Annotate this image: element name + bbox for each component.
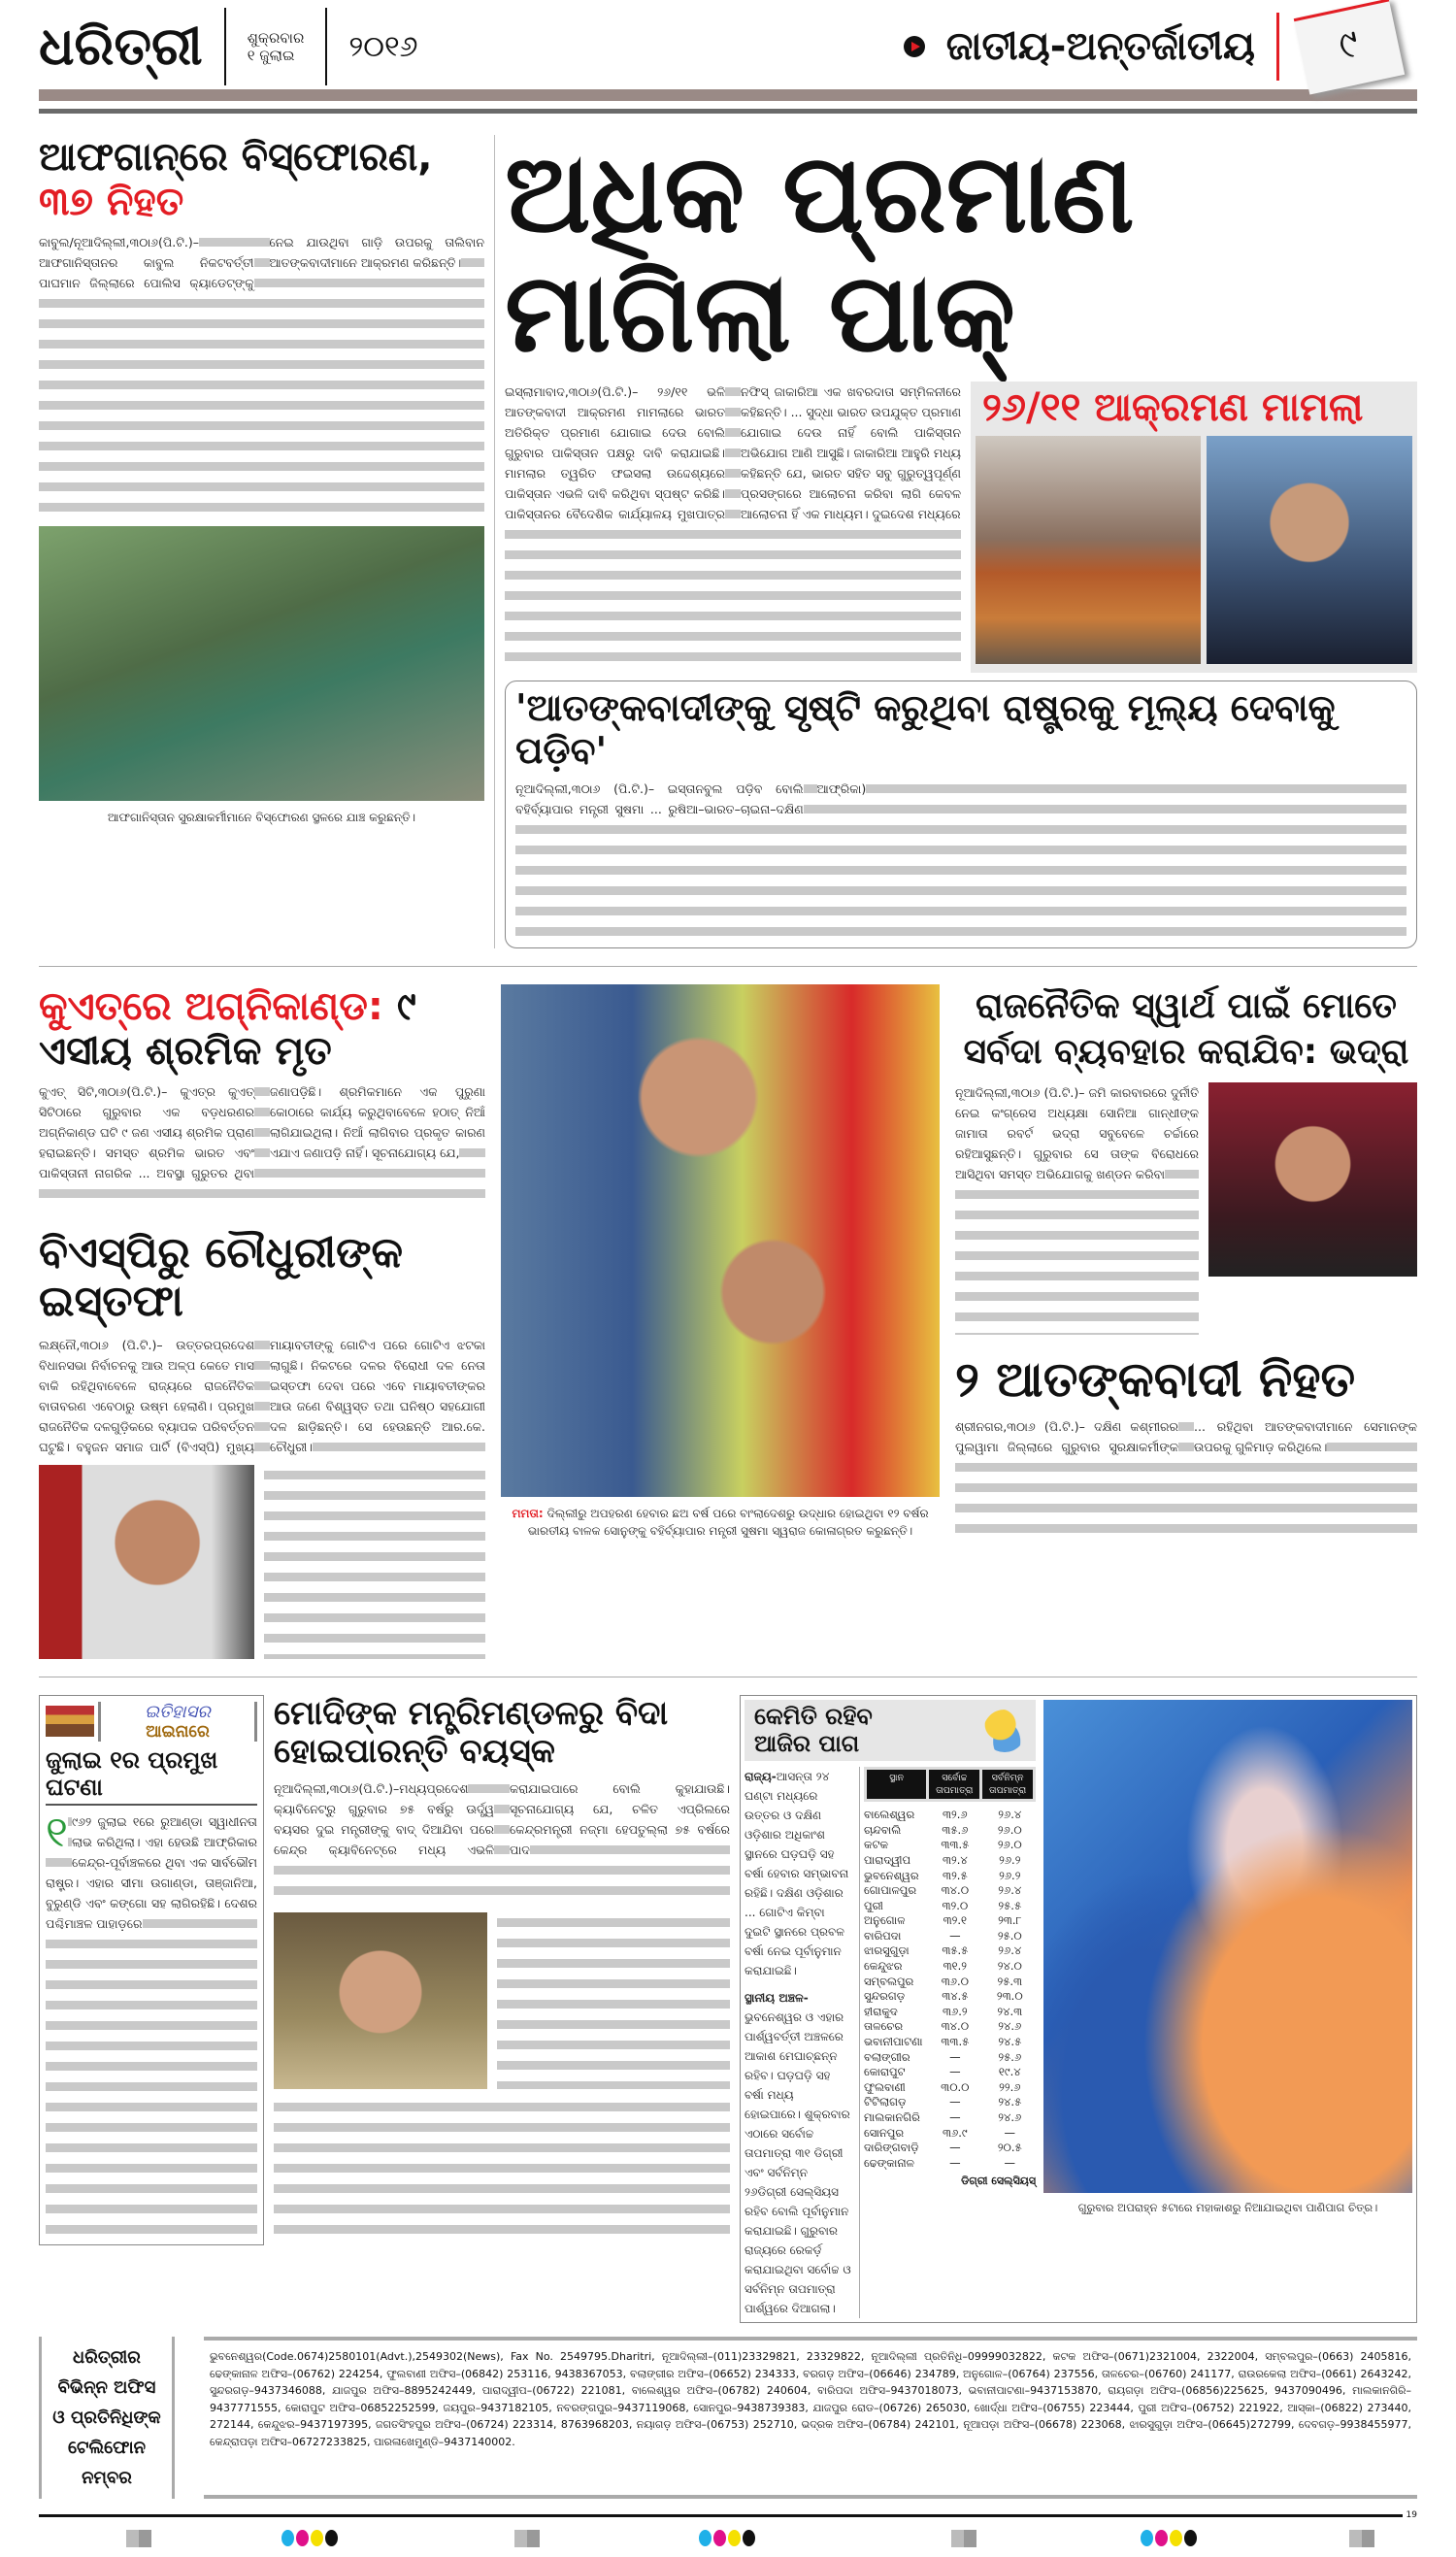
cmyk-registration-dot (743, 2530, 755, 2546)
modi-article-continued (274, 2097, 730, 2242)
weather-row (864, 2005, 1036, 2020)
afghan-headline: ଆଫଗାନ୍‌ରେ ବିସ୍ଫୋରଣ, ୩୭ ନିହତ (39, 135, 433, 224)
city-name: ଗୋପାଳପୁର (864, 1883, 917, 1898)
history-headline: ଜୁଲାଇ ୧ର ପ୍ରମୁଖ ଘଟଣା (46, 1747, 257, 1806)
city-name: ଝାରସୁଗୁଡ଼ା (864, 1943, 910, 1958)
cmyk-registration-dot (1184, 2530, 1197, 2546)
sushma-photo-caption: ମମତା: ଦିଲ୍ଲୀରୁ ଅପହରଣ ହେବାର ଛଅ ବର୍ଷ ପରେ ବାଂଲାଦେଶରୁ ଉଦ୍ଧାର ହୋଇଥିବା ୧୨ ବର୍ଷର ଭାରତୀୟ ବାଳକ ସୋନୁଙ୍କୁ ବହିର୍ବ୍ୟାପାର ମନ୍ତ୍ରୀ ସୁଷମା ସ୍ୱରାଜ କୋଳାଗ୍ରତ କରୁଛନ୍ତି। (512, 1506, 929, 1538)
bottom-section (39, 1695, 1417, 2323)
max-temp: — (949, 2110, 961, 2124)
issue-date: ୧ ଜୁଲାଇ (247, 47, 295, 64)
modi-article-continued (497, 1912, 730, 2089)
weather-left (745, 1700, 1036, 2318)
kashmir-article: ଶ୍ରୀନଗର,୩୦ା୬ (ପି.ଟି.)– ଦକ୍ଷିଣ କଶ୍ମୀରର ପୁଲୱାମା ଜିଲ୍ଲାରେ ଗୁରୁବାର ସୁରକ୍ଷାକର୍ମୀଙ୍କ ... ରହିଥିବା ଆତଙ୍କବାଦୀମାନେ ସେମାନଙ୍କ ଉପରକୁ ଗୁଳିମାଡ଼ କରିଥିଲେ। (955, 1416, 1417, 1538)
satellite-weather-map (1043, 1700, 1412, 2193)
weather-table-body (864, 1808, 1036, 2171)
city-name: କୋରାପୁଟ (864, 2065, 906, 2079)
kuwait-article: କୁଏତ୍ ସିଟି,୩୦ା୬(ପି.ଟି.)– କୁଏତ୍‌ର କୁଏତ୍ ସିଟିଠାରେ ଗୁରୁବାର ଏକ ବଡ଼ଧରଣର ଅଗ୍ନିକାଣ୍ଡ ଘଟି ୯ ଜଣ ଏସୀୟ ଶ୍ରମିକ ପ୍ରାଣ ହରାଇଛନ୍ତି। ସମସ୍ତ ଶ୍ରମିକ ଭାରତ ଏବଂ ପାକିସ୍ତାନୀ ନାଗରିକ ... ଅବସ୍ଥା ଗୁରୁତର ଥିବା ଜଣାପଡ଼ିଛି। ଶ୍ରମିକମାନେ ଏକ ପୁରୁଣା କୋଠାରେ କାର୍ଯ୍ୟ କରୁଥିବାବେଳେ ହଠାତ୍ ନିଆଁ ଲାଗିଯାଇଥିଲା। ନିଆଁ ଲାଗିବାର ପ୍ରକୃତ କାରଣ ଏଯାଏ ଜଣାପଡ଼ି ନାହିଁ। ସୂଚନାଯୋଗ୍ୟ ଯେ, (39, 1081, 485, 1208)
pak-article: ଇସ୍‌ଲାମାବାଦ,୩୦ା୬(ପି.ଟି.)– ୨୬/୧୧ ଭଳି ଆତଙ୍କବାଦୀ ଆକ୍ରମଣ ମାମଲାରେ ଭାରତ ଅତିରିକ୍ତ ପ୍ରମାଣ ଯୋଗାଇ ଦେଉ ବୋଲି ଗୁରୁବାର ପାକିସ୍ତାନ ପକ୍ଷରୁ ଦାବି କରାଯାଇଛି। ମାମଲାର ତ୍ୱରିତ ଫଇସଲା ଉଦ୍ଦେଶ୍ୟରେ ପାକିସ୍ତାନ ଏଭଳି ଦାବି କରିଥିବା ସ୍ପଷ୍ଟ କରିଛି। ପାକିସ୍ତାନର ବୈଦେଶିକ କାର୍ଯ୍ୟାଳୟ ମୁଖପାତ୍ର ନଫିସ୍ ଜାକାରିଆ ଏକ ଖବରଦାତା ସମ୍ମିଳନୀରେ କହିଛନ୍ତି। ... ସୁଦ୍ଧା ଭାରତ ଉପଯୁକ୍ତ ପ୍ରମାଣ ଯୋଗାଇ ଦେଉ ନାହିଁ ବୋଲି ପାକିସ୍ତାନ ଅଭିଯୋଗ ଆଣି ଆସୁଛି। ଜାକାରିଆ ଆହୁରି ମଧ୍ୟ କହିଛନ୍ତି ଯେ, ଭାରତ ସହିତ ସବୁ ଗୁରୁତ୍ୱପୂର୍ଣ୍ଣ ପ୍ରସଙ୍ଗରେ ଆଲୋଚନା କରିବା ଲାଗି କେବଳ ଆଲୋଚନା ହିଁ ଏକ ମାଧ୍ୟମ। ଦୁଇଦେଶ ମଧ୍ୟରେ (505, 382, 961, 673)
max-temp: ୩୬.୯ (943, 2125, 968, 2140)
page-bottom (39, 2510, 1417, 2520)
city-name: ସୁନ୍ଦରଗଡ଼ (864, 1989, 906, 2004)
weather-row (864, 1853, 1036, 1869)
cmyk-registration-dot (296, 2530, 309, 2546)
max-temp: ୩୨.୫ (943, 1868, 968, 1882)
weather-row (864, 2035, 1036, 2050)
city-name: ହୀରାକୁଦ (864, 2004, 898, 2018)
city-name: ସମ୍ବଲପୁର (864, 1974, 914, 1988)
page-number-badge (1294, 0, 1405, 95)
modi-photo-row (274, 1912, 730, 2089)
pak-headline: ଅଧିକ ପ୍ରମାଣ ମାଗିଲା ପାକ୍ (505, 131, 1135, 378)
weather-row (864, 1989, 1036, 2005)
max-temp: ୩୬.୨ (943, 2004, 968, 2018)
afghan-article: କାବୁଲ/ନୂଆଦିଲ୍ଲୀ,୩୦ା୬(ପି.ଟି.)–ଆଫଗାନିସ୍ତାନର କାବୁଲ ନିକଟବର୍ତ୍ତୀ ପାଘମାନ ଜିଲ୍ଲାରେ ପୋଲିସ କ୍ୟାଡେଟ୍‌ଙ୍କୁ ନେଇ ଯାଉଥିବା ଗାଡ଼ି ଉପରକୁ ତାଲିବାନ ଆତଙ୍କବାଦୀମାନେ ଆକ୍ରମଣ କରିଛନ୍ତି। (39, 232, 484, 518)
pak-official-photo (1207, 436, 1412, 664)
city-name: ଫୁଲବାଣୀ (864, 2079, 906, 2094)
print-registration-marks (0, 2530, 1456, 2547)
max-temp: — (949, 2141, 961, 2155)
city-name: ଦାରିଙ୍ଗବାଡ଼ି (864, 2141, 919, 2155)
bsp-headline: ବିଏସ୍‌ପିରୁ ଚୌଧୁରୀଙ୍କ ଇସ୍ତଫା (39, 1227, 404, 1327)
modi-headline: ମୋଦିଙ୍କ ମନ୍ତ୍ରିମଣ୍ଡଳରୁ ବିଦା ହୋଇପାରନ୍ତି ବୟସ୍କ (274, 1693, 669, 1772)
cmyk-registration-dot (1141, 2530, 1153, 2546)
weather-row (864, 1838, 1036, 1853)
weather-table (859, 1767, 1036, 2318)
city-name: ବଲାଙ୍ଗୀର (864, 2049, 910, 2064)
max-temp: — (949, 2065, 961, 2079)
gray-registration-square (126, 2530, 151, 2547)
gray-registration-square (1349, 2530, 1374, 2547)
min-temp: ୨୬.୨ (999, 1868, 1021, 1882)
pak-column (495, 131, 1417, 948)
weather-map-caption: ଗୁରୁବାର ଅପରାହ୍ନ ୫ଟାରେ ମହାକାଶରୁ ନିଆଯାଇଥିବା ପାଣିପାଗ ଚିତ୍ର। (1077, 2200, 1378, 2214)
min-temp: ୨୪.୬ (998, 2110, 1022, 2124)
newspaper-logo: ଧରିତ୍ରୀ (39, 15, 203, 77)
max-temp: ୩୨.୪ (942, 1852, 968, 1867)
city-name: ଭୁବନେଶ୍ୱର (864, 1868, 919, 1882)
masthead (39, 0, 1417, 85)
header-rule (39, 89, 1417, 101)
max-temp: ୩୨.୦ (942, 1898, 969, 1912)
books-icon (46, 1706, 94, 1737)
footer (39, 2337, 1417, 2499)
pak-body (505, 382, 1417, 673)
city-name: ଢେଙ୍କାନାଳ (864, 2155, 914, 2170)
min-temp: ୨୫.୫ (998, 1898, 1022, 1912)
cmyk-registration-dot (311, 2530, 323, 2546)
weather-row (864, 1943, 1036, 1959)
office-contacts: ଭୁବନେଶ୍ୱର(Code.0674)2580101(Advt.),2549302(News), Fax No. 2549795.Dharitri, ନୂଆଦିଲ୍ଲୀ–(011)23329821, 23329822, ନୂଆଦିଲ୍ଲୀ ପ୍ରତିନିଧି–09999032822, କଟକ ଅଫିସ–(0671)2321004, 2322004, ସମ୍ବଲପୁର–(0663) 2405816, ଢେଙ୍କାନାଳ ଅଫିସ–(06762) 224254, ଫୁଲବାଣୀ ଅଫିସ–(06842) 253116, 9438367053, ବଲାଙ୍ଗୀର ଅଫିସ–(06652) 234333, ବରଗଡ଼ ଅଫିସ–(06646) 234789, ଅନୁଗୋଳ–(06764) 237556, ତାଳଚେର–(06760) 241177, ରାଉରକେଲା ଅଫିସ–(0661) 2643242, ସୁନ୍ଦରଗଡ଼–9437346088, ଯାଜପୁର ଅଫିସ–8895242449, ପାରାଦ୍ୱୀପ–(06722) 221081, ବାଲେଶ୍ୱର ଅଫିସ–(06782) 240604, ବାରିପଦା ଅଫିସ–9437018073, ଭବାନୀପାଟଣା–9437153870, ରାୟଗଡ଼ା ଅଫିସ–(06856)225625, 9437090496, ମାଲକାନଗିରି–9437771555, କୋରାପୁଟ ଅଫିସ–06852252599, ଜୟପୁର–9437182105, ନବରଙ୍ଗପୁର–9437119068, ସୋନପୁର–9438739383, ଯାଜପୁର ରୋଡ–(06726) 265030, ଖୋର୍ଦ୍ଧା ଅଫିସ–(06755) 223444, ପୁରୀ ଅଫିସ–(06752) 221922, ଆସ୍କା–(06822) 273440, 272144, କେନ୍ଦୁଝର–9437197395, ଜଗତସିଂହପୁର ଅଫିସ–(06724) 223314, 8763968203, ନୟାଗଡ଼ ଅଫିସ–(06753) 252710, ଭଦ୍ରକ ଅଫିସ–(06784) 242101, ନୂଆପଡ଼ା ଅଫିସ–(06678) 223068, ଝାରସୁଗୁଡ଼ା ଅଫିସ–(06645)272799, ଦେବଗଡ଼–9938455977, କେନ୍ଦ୍ରାପଡ଼ା ଅଫିସ–06727233825, ପାରଳାଖେମୁଣ୍ଡି–9437140002. (210, 2350, 1411, 2448)
weather-column-header: ସର୍ବନିମ୍ନ ତାପମାତ୍ରା (982, 1770, 1033, 1799)
footer-title-box: ଧରିତ୍ରୀର ବିଭିନ୍ନ ଅଫିସ ଓ ପ୍ରତିନିଧିଙ୍କ ଟେଲିଫୋନ ନମ୍ବର (39, 2337, 175, 2499)
max-temp: ୩୧.୨ (943, 1959, 968, 1974)
issue-dateline (248, 29, 305, 64)
city-name: ପାରାଦ୍ୱୀପ (864, 1852, 911, 1867)
bhadra-headline: ରାଜନୈତିକ ସ୍ୱାର୍ଥ ପାଇଁ ମୋତେ ସର୍ବଦା ବ୍ୟବହାର କରାଯିବ: ଭଦ୍ରା (963, 985, 1409, 1072)
issue-day: ଶୁକ୍ରବାର (247, 29, 305, 47)
quote-article: ନୂଆଦିଲ୍ଲୀ,୩୦ା୬ (ପି.ଟି.)– ଇସ୍ତାନବୁଲ ପଡ଼ିବ ବୋଲି ବହିର୍ବ୍ୟାପାର ମନ୍ତ୍ରୀ ସୁଷମା ... ରୁଷିଆ–ଭାରତ–ଚାଇନା–ଦକ୍ଷିଣ ଆଫ୍ରିକା) (515, 779, 1406, 942)
weather-row (864, 2080, 1036, 2096)
weather-title-panel: କେମିତି ରହିବ ଆଜିର ପାଗ (745, 1700, 1036, 1761)
cmyk-registration-dot (1155, 2530, 1168, 2546)
narendra-modi-photo (274, 1912, 487, 2089)
section-rule (39, 966, 1417, 967)
min-temp: ୨୪.୦ (997, 1959, 1022, 1974)
header-rule (39, 109, 1417, 114)
weather-row (864, 2019, 1036, 2035)
min-temp: ୨୦.୫ (997, 2141, 1022, 2155)
city-name: ଟିଟିଲାଗଡ଼ (864, 2095, 907, 2109)
min-temp: ୨୬.୦ (997, 1822, 1022, 1837)
robert-vadra-photo (1208, 1082, 1417, 1277)
weather-map-column (1043, 1700, 1412, 2318)
max-temp: ୩୩.୫ (941, 1838, 970, 1852)
page-number: ୯ (1335, 20, 1364, 69)
page-bottom-rule (39, 2514, 1403, 2517)
min-temp: ୧୯.୪ (998, 2065, 1021, 2079)
weather-table-header (864, 1767, 1036, 1802)
min-temp: — (1004, 2155, 1016, 2170)
middle-section (39, 984, 1417, 1659)
weather-row (864, 1823, 1036, 1839)
pak-sub-headline: ୨୬/୧୧ ଆକ୍ରମଣ ମାମଲା (982, 385, 1364, 431)
weather-box (740, 1695, 1417, 2323)
weather-row (864, 2141, 1036, 2156)
min-temp: ୨୬.୪ (998, 1883, 1022, 1898)
footer-contacts-panel (204, 2337, 1417, 2499)
print-page-number: 19 (1406, 2510, 1417, 2521)
pak-photos (976, 436, 1412, 664)
bhadra-body (955, 1082, 1417, 1335)
max-temp: — (949, 2155, 961, 2170)
city-name: ପୁରୀ (864, 1898, 883, 1912)
modi-article: ନୂଆଦିଲ୍ଲୀ,୩୦ା୬(ପି.ଟି.)–ମଧ୍ୟପ୍ରଦେଶ କ୍ୟାବିନେଟ୍‌ରୁ ଗୁରୁବାର ୭୫ ବର୍ଷରୁ ଊର୍ଦ୍ଧ୍ୱ ବୟସର ଦୁଇ ମନ୍ତ୍ରୀଙ୍କୁ ବାଦ୍ ଦିଆଯିବା ପରେ କେନ୍ଦ୍ର କ୍ୟାବିନେଟ୍‌ରେ ମଧ୍ୟ ଏଭଳି କରାଯାଇପାରେ ବୋଲି କୁହାଯାଉଛି। ସୂଚନାଯୋଗ୍ୟ ଯେ, ଚଳିତ ଏପ୍ରିଲରେ କେନ୍ଦ୍ରମନ୍ତ୍ରୀ ନଜ୍‌ମା ହେପତୁଲ୍ଲା ୭୫ ବର୍ଷରେ ପାଦ (274, 1778, 730, 1905)
city-name: ଭବାନୀପାଟଣା (864, 2035, 923, 2049)
max-temp: — (949, 2049, 961, 2064)
min-temp: — (1004, 2125, 1016, 2140)
sushma-swaraj-photo (501, 984, 940, 1497)
sun-cloud-icon (983, 1710, 1026, 1752)
max-temp: — (949, 2095, 961, 2109)
issue-year: ୨୦୧୬ (348, 29, 418, 64)
afghan-photo-caption: ଆଫଗାନିସ୍ତାନ ସୁରକ୍ଷାକର୍ମୀମାନେ ବିସ୍ଫୋରଣ ସ୍ଥଳରେ ଯାଞ୍ଚ କରୁଛନ୍ତି। (107, 811, 416, 824)
max-temp: ୩୪.୦ (941, 2019, 970, 2034)
weather-row (864, 1975, 1036, 1990)
section-bullet-icon (904, 36, 925, 57)
weather-row (864, 1899, 1036, 1914)
section-title: ଜାତୀୟ-ଅନ୍ତର୍ଜାତୀୟ (945, 24, 1255, 69)
weather-row (864, 1929, 1036, 1944)
min-temp: ୨୫.୦ (997, 1928, 1022, 1943)
min-temp: ୨୪.୩ (997, 2004, 1023, 2018)
top-section (39, 131, 1417, 948)
weather-row (864, 1808, 1036, 1823)
weather-row (864, 2156, 1036, 2172)
city-name: କଟକ (864, 1838, 888, 1852)
city-name: ଅନୁଗୋଳ (864, 1913, 906, 1928)
min-temp: ୨୪.୫ (998, 2095, 1022, 2109)
history-box (39, 1695, 264, 2245)
divider (1276, 13, 1279, 81)
cmyk-registration-dot (713, 2530, 726, 2546)
gray-registration-square (951, 2530, 976, 2547)
gray-registration-square (514, 2530, 540, 2547)
max-temp: ୩୬.୦ (941, 1974, 969, 1988)
afghan-blast-photo (39, 526, 484, 801)
min-temp: ୨୪.୬ (998, 2019, 1022, 2034)
min-temp: ୨୪.୫ (998, 2035, 1022, 2049)
pak-2611-box (971, 382, 1417, 673)
weather-row (864, 2095, 1036, 2110)
city-name: ମାଲକାନଗିରି (864, 2110, 920, 2124)
max-temp: ୩୩.୫ (941, 2035, 970, 2049)
afghan-column (39, 135, 495, 948)
max-temp: ୩୫.୬ (942, 1822, 969, 1837)
weather-column-header: ସର୍ବୋଚ୍ଚ ତାପମାତ୍ରା (929, 1770, 979, 1799)
weather-row (864, 2065, 1036, 2080)
weather-row (864, 1913, 1036, 1929)
weather-row (864, 2126, 1036, 2142)
quote-box (505, 681, 1417, 947)
quote-headline: 'ଆତଙ୍କବାଦୀଙ୍କୁ ସୃଷ୍ଟି କରୁଥିବା ରାଷ୍ଟ୍ରକୁ ମୂଲ୍ୟ ଦେବାକୁ ପଡ଼ିବ' (515, 686, 1336, 773)
max-temp: ୩୦.୦ (941, 2079, 970, 2094)
history-title: ଇତିହାସର ଆଇନାରେ (98, 1702, 257, 1742)
chaudhary-photo (39, 1465, 254, 1659)
max-temp: ୩୪.୦ (941, 1883, 970, 1898)
cmyk-registration-dot (699, 2530, 711, 2546)
min-temp: ୨୫.୬ (998, 2049, 1022, 2064)
min-temp: ୨୬.୨ (999, 1852, 1021, 1867)
divider (224, 8, 226, 85)
history-article: ୧ ୯୬୨ ଜୁଲାଇ ୧ରେ ରୁଆଣ୍ଡା ସ୍ୱାଧୀନତା ଲାଭ କରିଥିଲା। ଏହା ହେଉଛି ଆଫ୍ରିକାର କେନ୍ଦ୍ର-ପୂର୍ବାଞ୍ଚଳରେ ଥିବା ଏକ ସାର୍ବଭୌମ ରାଷ୍ଟ୍ର। ଏହାର ସୀମା ଉଗାଣ୍ଡା, ତାଞ୍ଜାନିଆ, ବୁରୁଣ୍ଡି ଏବଂ କଙ୍ଗୋ ସହ ଲାଗିରହିଛି। ଦେଶର ପଶ୍ଚିମାଞ୍ଚଳ ପାହାଡ଼ରେ (46, 1811, 257, 2239)
kashmir-headline: ୨ ଆତଙ୍କବାଦୀ ନିହତ (955, 1351, 1356, 1409)
kuwait-bsp-column (39, 984, 485, 1659)
city-name: ଚାନ୍ଦବାଲି (864, 1822, 902, 1837)
weather-column-header: ସ୍ଥାନ (867, 1770, 926, 1799)
temperature-unit: ଡିଗ୍ରୀ ସେଲ୍‌ସିୟସ୍ (961, 2175, 1036, 2188)
history-title-row (46, 1702, 257, 1742)
weather-details (745, 1767, 1036, 2318)
bsp-article-continued (264, 1465, 485, 1659)
weather-row (864, 1869, 1036, 1884)
max-temp: — (949, 1928, 961, 1943)
taj-hotel-fire-photo (976, 436, 1201, 664)
city-name: କେନ୍ଦୁଝର (864, 1959, 903, 1974)
city-name: ବାରିପଦା (864, 1928, 902, 1943)
divider (325, 8, 327, 85)
min-temp: ୨୬.୦ (997, 1838, 1022, 1852)
city-name: ତାଳଚେର (864, 2019, 904, 2034)
weather-row (864, 2050, 1036, 2066)
sushma-column (501, 984, 940, 1659)
weather-state-forecast: ରାଜ୍ୟ-ଆସନ୍ତା ୨୪ ଘଣ୍ଟା ମଧ୍ୟରେ ଉତ୍ତର ଓ ଦକ୍ଷିଣ ଓଡ଼ିଶାର ଅଧିକାଂଶ ସ୍ଥାନରେ ଘଡ଼ଘଡ଼ି ସହ ବର୍ଷା ହେବାର ସମ୍ଭାବନା ରହିଛି। ଦକ୍ଷିଣ ଓଡ଼ିଶାର ... ଗୋଟିଏ କିମ୍ବା ଦୁଇଟି ସ୍ଥାନରେ ପ୍ରବଳ ବର୍ଷା ନେଇ ପୂର୍ବାନୁମାନ କରାଯାଇଛି। ସ୍ଥାନୀୟ ଅଞ୍ଚଳ-ଭୁବନେଶ୍ୱର ଓ ଏହାର ପାର୍ଶ୍ୱବର୍ତ୍ତୀ ଅଞ୍ଚଳରେ ଆକାଶ ମେଘାଚ୍ଛନ୍ନ ରହିବ। ଘଡ଼ଘଡ଼ି ସହ ବର୍ଷା ମଧ୍ୟ ହୋଇପାରେ। ଶୁକ୍ରବାର ଏଠାରେ ସର୍ବୋଚ୍ଚ ତାପମାତ୍ରା ୩୧ ଡିଗ୍ରୀ ଏବଂ ସର୍ବନିମ୍ନ ୨୬ଡିଗ୍ରୀ ସେଲ୍‌ସିୟସ ରହିବ ବୋଲି ପୂର୍ବାନୁମାନ କରାଯାଇଛି। ଗୁରୁବାର ରାଜ୍ୟରେ ରେକର୍ଡ଼ କରାଯାଇଥିବା ସର୍ବୋଚ୍ଚ ଓ ସର୍ବନିମ୍ନ ତାପମାତ୍ରା ପାର୍ଶ୍ୱରେ ଦିଆଗଲା। (745, 1770, 851, 2316)
min-temp: ୨୬.୪ (998, 1943, 1022, 1958)
max-temp: ୩୨.୬ (943, 1808, 968, 1822)
max-temp: ୩୫.୫ (942, 1943, 969, 1958)
city-name: ବାଲେଶ୍ୱର (864, 1808, 915, 1822)
cmyk-registration-dot (728, 2530, 741, 2546)
min-temp: ୨୩.୮ (998, 1913, 1022, 1928)
max-temp: ୩୨.୧ (943, 1913, 968, 1928)
modi-column (274, 1695, 730, 2242)
bsp-photo-row (39, 1465, 485, 1659)
bsp-article: ଲକ୍ଷ୍ନୌ,୩୦ା୬ (ପି.ଟି.)– ଉତ୍ତରପ୍ରଦେଶ ବିଧାନସଭା ନିର୍ବାଚନକୁ ଆଉ ଅଳ୍ପ କେତେ ମାସ ବାକି ରହିଥିବାବେଳେ ରାଜ୍ୟରେ ରାଜନୈତିକ ବାତାବରଣ ଏବେଠାରୁ ଉଷ୍ମ ହେଲାଣି। ପ୍ରମୁଖ ରାଜନୈତିକ ଦଳଗୁଡ଼ିକରେ ବ୍ୟାପକ ପରିବର୍ତ୍ତନ ଘଟୁଛି। ବହୁଜନ ସମାଜ ପାର୍ଟି (ବିଏସ୍‌ପି) ମୁଖ୍ୟ ମାୟାବତୀଙ୍କୁ ଗୋଟିଏ ପରେ ଗୋଟିଏ ଝଟକା ଲାଗୁଛି। ନିକଟରେ ଦଳର ବିରୋଧୀ ଦଳ ନେତା ଇସ୍ତଫା ଦେବା ପରେ ଏବେ ମାୟାବତୀଙ୍କର ଆଉ ଜଣେ ବିଶ୍ୱସ୍ତ ତଥା ଘନିଷ୍ଠ ସହଯୋଗୀ ଦଳ ଛାଡ଼ିଛନ୍ତି। ସେ ହେଉଛନ୍ତି ଆର.କେ. ଚୌଧୁରୀ। (39, 1335, 485, 1457)
bhadra-kashmir-column (955, 984, 1417, 1659)
bhadra-article: ନୂଆଦିଲ୍ଲୀ,୩୦ା୬ (ପି.ଟି.)– ଜମି କାରବାରରେ ଦୁର୍ନୀତି ନେଇ କଂଗ୍ରେସ ଅଧ୍ୟକ୍ଷା ସୋନିଆ ଗାନ୍ଧୀଙ୍କ ଜାମାତା ରବର୍ଟ ଭଦ୍ରା ସବୁବେଳେ ଚର୍ଚ୍ଚାରେ ରହିଆସୁଛନ୍ତି। ଗୁରୁବାର ସେ ତାଙ୍କ ବିରୋଧରେ ଆସିଥିବା ସମସ୍ତ ଅଭିଯୋଗକୁ ଖଣ୍ଡନ କରିବା (955, 1082, 1199, 1335)
min-temp: ୨୫.୩ (997, 1974, 1023, 1988)
weather-row (864, 2110, 1036, 2126)
cmyk-registration-dot (1170, 2530, 1182, 2546)
weather-row (864, 1959, 1036, 1975)
max-temp: ୩୪.୫ (942, 1989, 969, 2004)
weather-row (864, 1883, 1036, 1899)
min-temp: ୨୬.୪ (998, 1808, 1022, 1822)
cmyk-registration-dot (325, 2530, 338, 2546)
kuwait-headline: କୁଏତ୍‌ରେ ଅଗ୍ନିକାଣ୍ଡ: ୯ ଏସୀୟ ଶ୍ରମିକ ମୃତ (39, 983, 416, 1074)
min-temp: ୨୩.୦ (996, 1989, 1023, 2004)
drop-cap: ୧ (46, 1808, 68, 1858)
min-temp: ୨୨.୬ (999, 2079, 1021, 2094)
cmyk-registration-dot (281, 2530, 294, 2546)
city-name: ସୋନପୁର (864, 2125, 905, 2140)
